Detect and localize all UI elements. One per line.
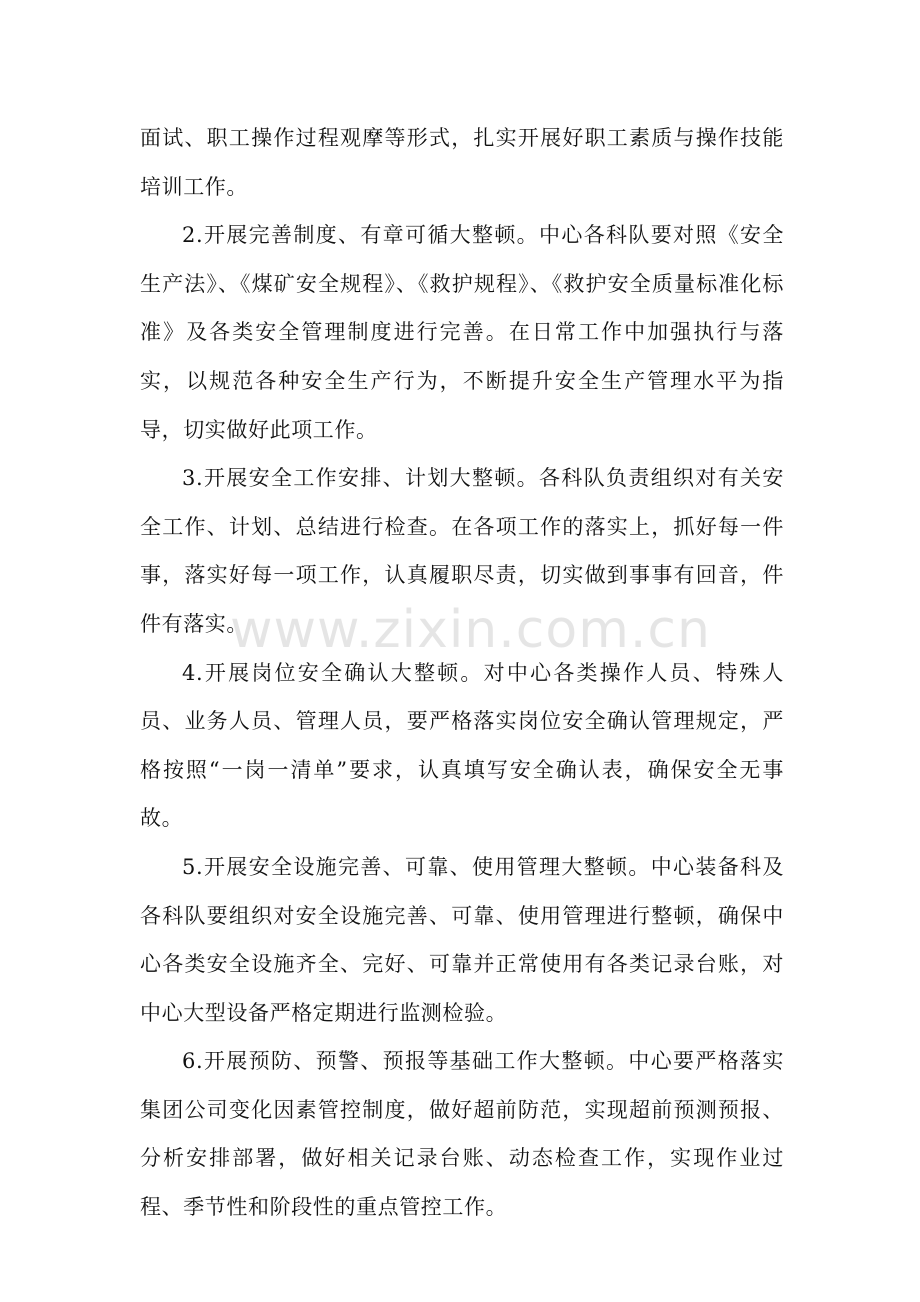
paragraph-item-5: 5.开展安全设施完善、可靠、使用管理大整顿。中心装备科及各科队要组织对安全设施完善、可靠、使用管理进行整顿，确保中心各类安全设施齐全、完好、可靠并正常使用有各类记录台账，对中心大型设备严格定期进行监测检验。 bbox=[140, 854, 784, 1025]
paragraph-continuation: 面试、职工操作过程观摩等形式，扎实开展好职工素质与操作技能培训工作。 bbox=[140, 126, 784, 199]
paragraph-item-4: 4.开展岗位安全确认大整顿。对中心各类操作人员、特殊人员、业务人员、管理人员，要严格落实岗位安全确认管理规定，严格按照“一岗一清单”要求，认真填写安全确认表，确保安全无事故。 bbox=[140, 660, 784, 831]
paragraph-item-6: 6.开展预防、预警、预报等基础工作大整顿。中心要严格落实集团公司变化因素管控制度，做好超前防范，实现超前预测预报、分析安排部署，做好相关记录台账、动态检查工作，实现作业过程、季节性和阶段性的重点管控工作。 bbox=[140, 1049, 784, 1220]
watermark: www.zixin.com.cn bbox=[230, 600, 711, 660]
document-body bbox=[140, 114, 784, 1232]
paragraph-item-3: 3.开展安全工作安排、计划大整顿。各科队负责组织对有关安全工作、计划、总结进行检查。在各项工作的落实上，抓好每一件事，落实好每一项工作，认真履职尽责，切实做到事事有回音，件件有落实。 bbox=[140, 466, 784, 636]
paragraph-item-2: 2.开展完善制度、有章可循大整顿。中心各科队要对照《安全生产法》、《煤矿安全规程》、《救护规程》、《救护安全质量标准化标准》及各类安全管理制度进行完善。在日常工作中加强执行与落实，以规范各种安全生产行为，不断提升安全生产管理水平为指导，切实做好此项工作。 bbox=[140, 223, 784, 442]
